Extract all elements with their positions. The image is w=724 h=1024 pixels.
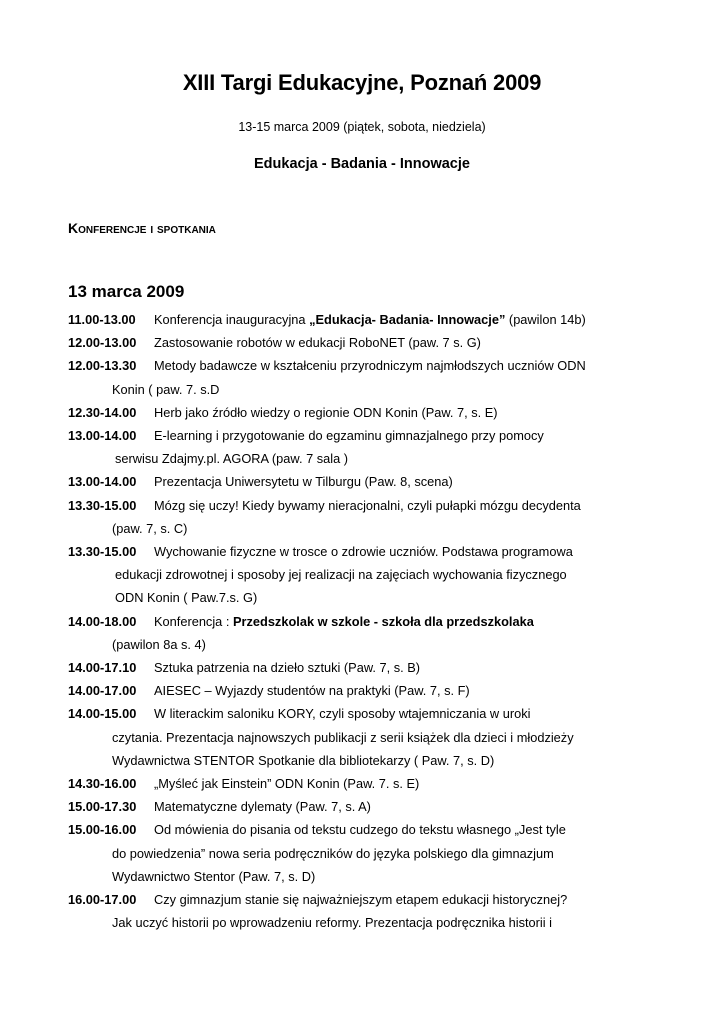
event-description: Sztuka patrzenia na dzieło sztuki (Paw. 7, s. B)	[154, 660, 421, 676]
event-entry	[68, 308, 668, 331]
event-continuation: serwisu Zdajmy.pl. AGORA (paw. 7 sala )	[115, 451, 349, 467]
event-description: Konferencja inauguracyjna	[154, 312, 310, 327]
event-time: 13.00-14.00	[68, 474, 137, 490]
event-description: Czy gimnazjum stanie się najważniejszym etapem edukacji historycznej?	[154, 892, 568, 908]
event-description: E-learning i przygotowanie do egzaminu gimnazjalnego przy pomocy	[154, 428, 544, 444]
event-entry	[68, 424, 668, 447]
event-title-bold: „Edukacja- Badania- Innowacje”	[309, 312, 506, 327]
event-title-bold: Przedszkolak w szkole - szkoła dla przedszkolaka	[232, 613, 534, 629]
event-continuation: edukacji zdrowotnej i sposoby jej realizacji na zajęciach wychowania fizycznego	[115, 567, 567, 583]
event-continuation: Wydawnictwa STENTOR Spotkanie dla bibliotekarzy ( Paw. 7, s. D)	[112, 752, 495, 768]
event-time: 12.00-13.00	[68, 335, 137, 351]
event-description: AIESEC – Wyjazdy studentów na praktyki (Paw. 7, s. F)	[154, 683, 470, 699]
event-time: 15.00-16.00	[68, 822, 137, 838]
event-time: 16.00-17.00	[68, 892, 137, 908]
event-motto: Edukacja - Badania - Innowacje	[254, 156, 470, 172]
event-time: 14.00-17.10	[68, 660, 137, 676]
event-entry	[68, 656, 668, 679]
event-entry	[68, 795, 668, 818]
event-continuation: Wydawnictwo Stentor (Paw. 7, s. D)	[112, 868, 316, 884]
event-description: Herb jako źródło wiedzy o regionie ODN Konin (Paw. 7, s. E)	[154, 404, 498, 420]
document-title: XIII Targi Edukacyjne, Poznań 2009	[182, 70, 542, 95]
event-continuation: czytania. Prezentacja najnowszych publikacji z serii książek dla dzieci i młodzieży	[112, 729, 574, 745]
event-dates: 13-15 marca 2009 (piątek, sobota, niedziela)	[238, 120, 486, 134]
event-entry	[68, 679, 668, 702]
event-description: Wychowanie fizyczne w trosce o zdrowie uczniów. Podstawa programowa	[154, 544, 573, 560]
event-entry	[68, 470, 668, 493]
event-description: Konferencja :	[154, 613, 233, 629]
event-time: 14.00-17.00	[68, 683, 137, 699]
event-time: 13.30-15.00	[68, 544, 137, 560]
event-entry	[68, 888, 668, 911]
event-description: Prezentacja Uniwersytetu w Tilburgu (Paw. 8, scena)	[154, 474, 453, 490]
event-continuation: (pawilon 8a s. 4)	[112, 636, 206, 652]
event-continuation: ODN Konin ( Paw.7.s. G)	[115, 590, 258, 606]
event-description: W literackim saloniku KORY, czyli sposoby wtajemniczania w uroki	[154, 706, 531, 722]
event-time: 13.30-15.00	[68, 497, 137, 513]
event-time: 11.00-13.00	[68, 312, 136, 327]
event-time: 14.00-15.00	[68, 706, 137, 722]
event-continuation: Jak uczyć historii po wprowadzeniu reformy. Prezentacja podręcznika historii i	[112, 915, 553, 931]
event-list	[68, 308, 668, 934]
event-time: 12.30-14.00	[68, 404, 137, 420]
event-entry	[68, 354, 668, 377]
event-entry	[68, 401, 668, 424]
event-entry	[68, 818, 668, 841]
event-description: Metody badawcze w kształceniu przyrodniczym najmłodszych uczniów ODN	[154, 358, 586, 374]
event-description: „Myśleć jak Einstein” ODN Konin (Paw. 7. s. E)	[154, 776, 420, 792]
event-continuation: (paw. 7, s. C)	[112, 520, 188, 536]
event-description: Zastosowanie robotów w edukacji RoboNET (paw. 7 s. G)	[154, 335, 481, 351]
event-entry	[68, 772, 668, 795]
event-description: Od mówienia do pisania od tekstu cudzego do tekstu własnego „Jest tyle	[154, 822, 566, 838]
event-continuation: do powiedzenia” nowa seria podręczników do języka polskiego dla gimnazjum	[112, 845, 554, 861]
event-entry	[68, 702, 668, 725]
event-time: 14.30-16.00	[68, 776, 137, 792]
event-description: Mózg się uczy! Kiedy bywamy nieracjonalni, czyli pułapki mózgu decydenta	[154, 497, 581, 513]
day-heading: 13 marca 2009	[68, 282, 185, 301]
event-description: Matematyczne dylematy (Paw. 7, s. A)	[154, 799, 371, 815]
event-location: (pawilon 14b)	[505, 312, 586, 327]
event-time: 13.00-14.00	[68, 428, 137, 444]
event-time: 14.00-18.00	[68, 613, 137, 629]
event-entry	[68, 331, 668, 354]
event-time: 15.00-17.30	[68, 799, 137, 815]
event-time: 12.00-13.30	[68, 358, 137, 374]
event-entry	[68, 610, 668, 633]
event-entry	[68, 540, 668, 563]
event-continuation: Konin ( paw. 7. s.D	[112, 381, 220, 397]
section-heading: Konferencje i spotkania	[68, 220, 216, 236]
event-entry	[68, 494, 668, 517]
